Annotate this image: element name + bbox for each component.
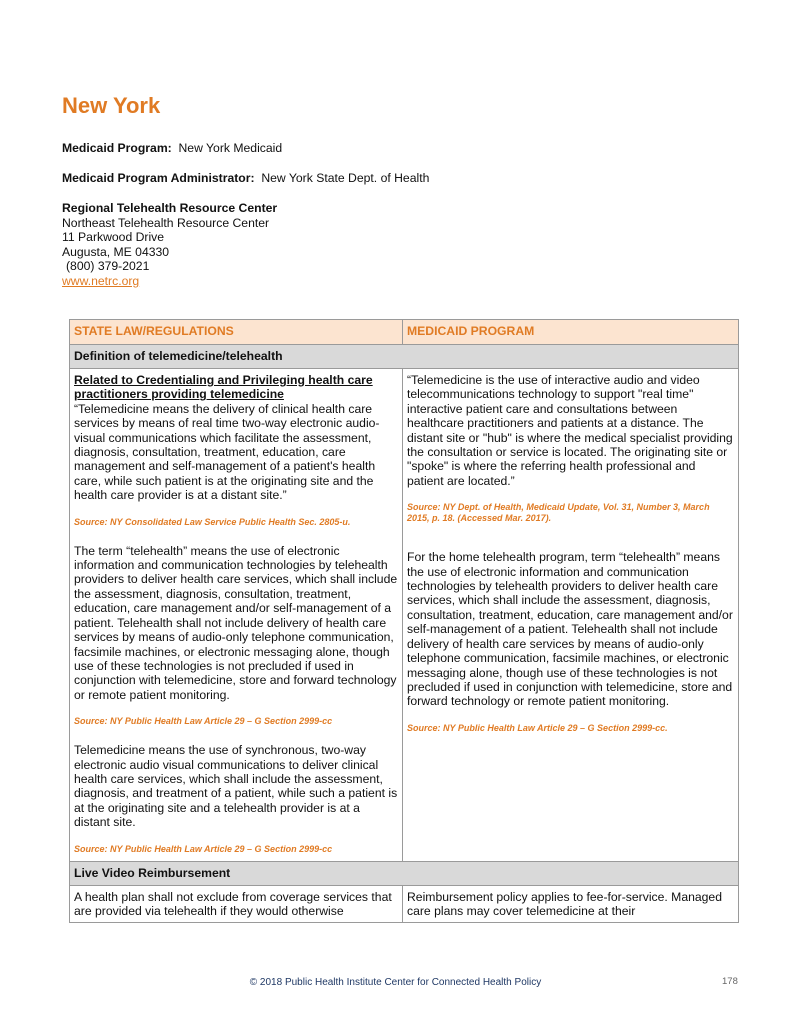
definition-content-row <box>70 369 739 862</box>
medicaid-program-value: New York Medicaid <box>178 141 283 155</box>
rtrc-name: Northeast Telehealth Resource Center <box>62 215 270 230</box>
state-title: New York <box>62 93 161 118</box>
page-footer <box>0 977 791 988</box>
credentialing-subheading: Related to Credentialing and Privileging health care practitioners providing telemedicine <box>74 373 373 402</box>
page-number: 178 <box>722 976 738 987</box>
section-row-live-video <box>70 861 739 885</box>
section-row-definition <box>70 345 739 369</box>
medicaid-program-label: Medicaid Program: <box>62 141 172 155</box>
law-source-1: Source: NY Consolidated Law Service Public Health Sec. 2805-u. <box>74 516 351 527</box>
law-source-2: Source: NY Public Health Law Article 29 – G Section 2999-cc <box>74 716 333 727</box>
medicaid-program-line <box>62 141 282 156</box>
live-video-medicaid-cell: Reimbursement policy applies to fee-for-service. Managed care plans may cover telemedicine at their <box>403 885 739 923</box>
law-source-3: Source: NY Public Health Law Article 29 – G Section 2999-cc <box>74 843 333 854</box>
column-header-medicaid-program: MEDICAID PROGRAM <box>403 320 739 345</box>
program-administrator-value: New York State Dept. of Health <box>261 171 430 185</box>
medicaid-source-1: Source: NY Dept. of Health, Medicaid Update, Vol. 31, Number 3, March 2015, p. 18. (Accessed Mar. 2017). <box>407 502 710 524</box>
medicaid-paragraph-2: For the home telehealth program, term “telehealth” means the use of electronic information and communication technologies by telehealth providers to deliver health care services, which shall include the assessment, diagnosis, consultation, treatment, education, care management and/or self-management of a patient. Telehealth shall not include delivery of health care services by means of audio-only telephone communication, facsimile machines, or electronic messaging alone, though use of these technologies is not precluded if used in conjunction with telemedicine, store and forward technology or remote patient monitoring. <box>407 550 733 709</box>
program-administrator-line <box>62 171 429 186</box>
medicaid-paragraph-1: “Telemedicine is the use of interactive audio and video telecommunications technology to support "real time" interactive patient care and consultations between healthcare practitioners and patients at a distance. The distant site or "hub" is where the medical specialist providing the consultation or service is located. The originating site or "spoke" is where the referring health professional and patient are located.” <box>407 373 733 488</box>
section-title-definition: Definition of telemedicine/telehealth <box>70 345 739 369</box>
medicaid-source-2: Source: NY Public Health Law Article 29 – G Section 2999-cc. <box>407 722 668 733</box>
law-paragraph-2: The term “telehealth” means the use of electronic information and communication technologies by telehealth providers to deliver health care services, which shall include the assessment, diagnosis, consultation, treatment, education, care management and/or self-management of a patient. Telehealth shall not include delivery of health care services by means of audio-only telephone communication, facsimile machines, or electronic messaging alone, though use of these technologies is not precluded if used in conjunction with telemedicine, store and forward technology or remote patient monitoring. <box>74 543 398 702</box>
rtrc-phone: (800) 379-2021 <box>66 259 150 274</box>
law-paragraph-1: “Telemedicine means the delivery of clinical health care services by means of real time two-way electronic audio-visual communications which facilitate the assessment, diagnosis, consultation, treatment, education, care management and self-management of a patient's health care, while such patient is at the originating site and the health care provider is at a distant site.” <box>74 401 380 503</box>
table-header-row <box>70 320 739 345</box>
live-video-content-row <box>70 885 739 923</box>
medicaid-program-cell <box>403 369 739 862</box>
column-header-state-law: STATE LAW/REGULATIONS <box>70 320 403 345</box>
telehealth-resource-center <box>62 201 277 289</box>
rtrc-heading: Regional Telehealth Resource Center <box>62 201 278 215</box>
footer-copyright: © 2018 Public Health Institute Center for Connected Health Policy <box>249 977 542 988</box>
telehealth-policy-table <box>69 319 739 923</box>
state-law-cell <box>70 369 403 862</box>
rtrc-website-link[interactable]: www.netrc.org <box>62 273 140 288</box>
rtrc-address-line2: Augusta, ME 04330 <box>62 244 170 259</box>
rtrc-address-line1: 11 Parkwood Drive <box>62 230 165 245</box>
section-title-live-video: Live Video Reimbursement <box>70 861 739 885</box>
law-paragraph-3: Telemedicine means the use of synchronous, two-way electronic audio visual communications to deliver clinical health care services, which shall include the assessment, diagnosis, and treatment of a patient, while such a patient is at the originating site and a telehealth provider is at a distant site. <box>74 743 398 830</box>
live-video-law-cell: A health plan shall not exclude from coverage services that are provided via telehealth if they would otherwise <box>70 885 403 923</box>
program-administrator-label: Medicaid Program Administrator: <box>62 171 255 185</box>
